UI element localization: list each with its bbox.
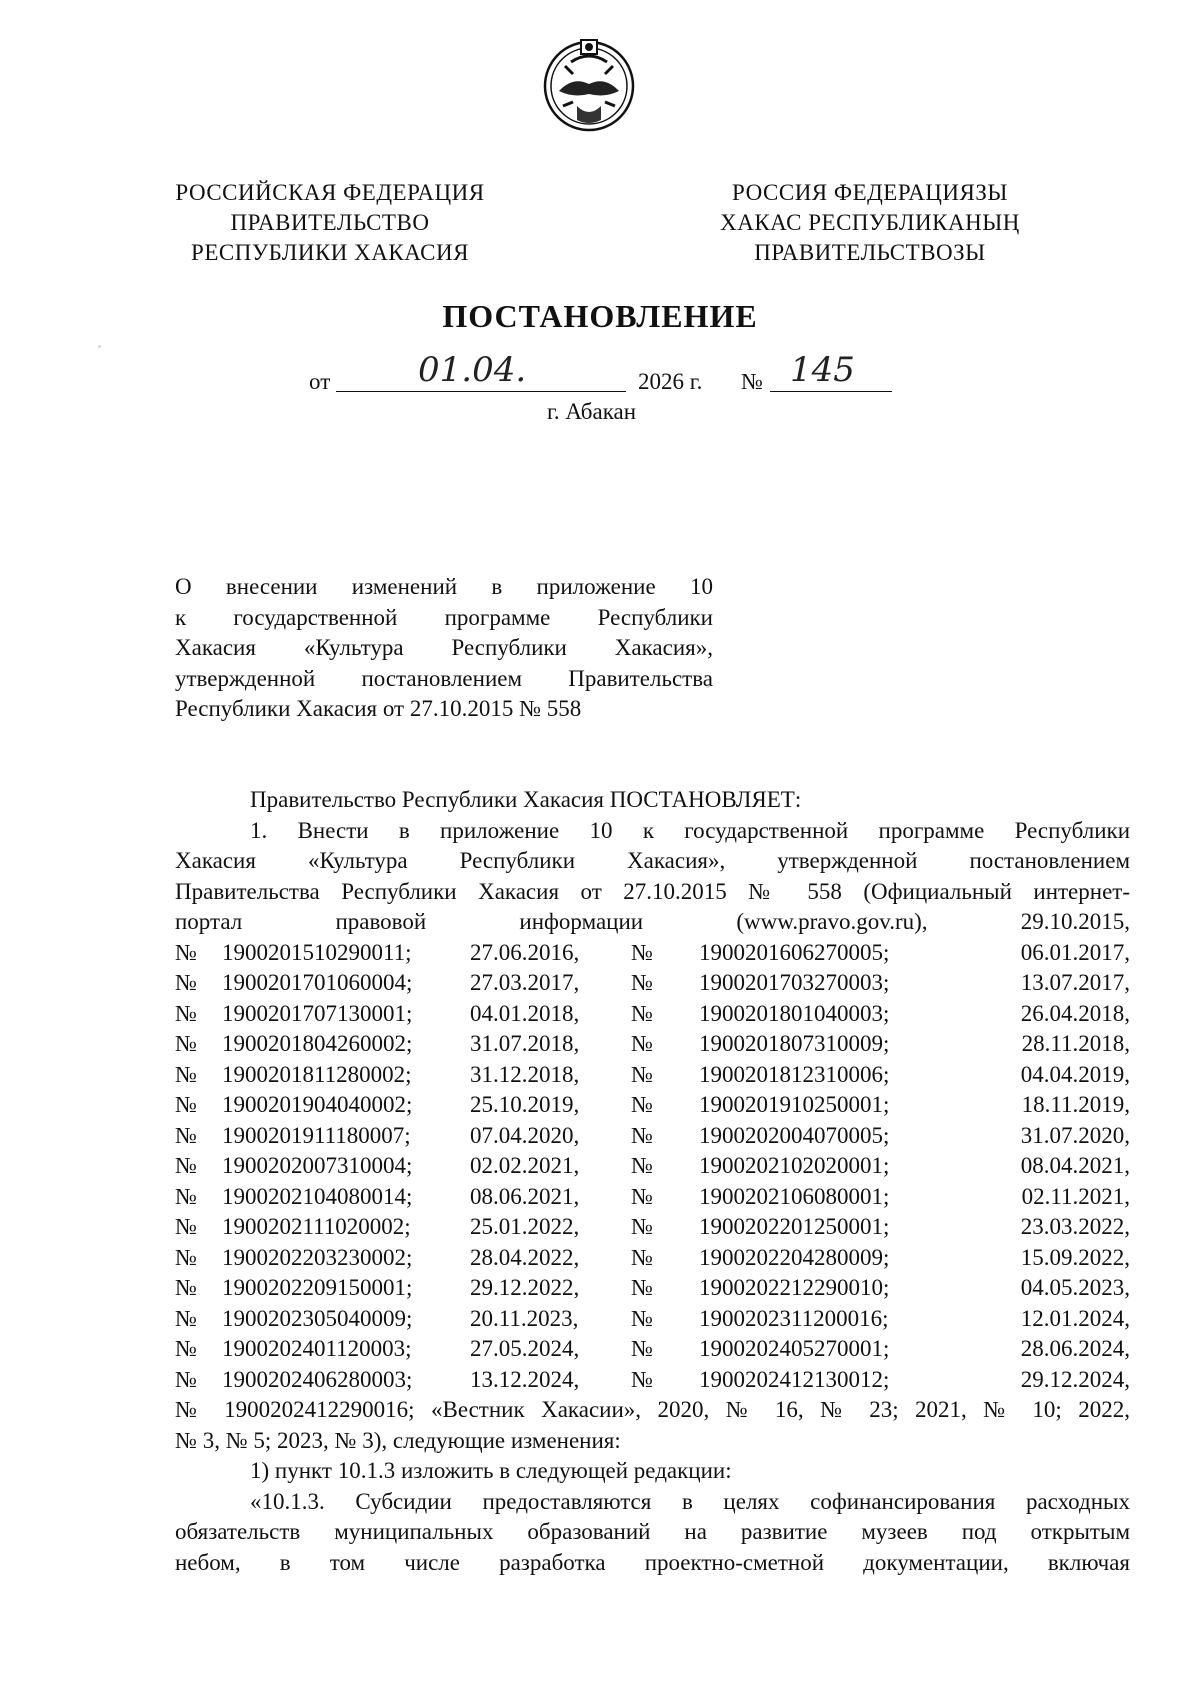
registry-row <box>175 1334 1130 1365</box>
registry-cell: 1900201804260002; <box>222 1031 413 1056</box>
subject-line: О внесении изменений в приложение 10 <box>175 574 713 599</box>
registry-cell: 1900202201250001; <box>699 1214 890 1239</box>
registry-cell: 1900202406280003; <box>222 1366 413 1392</box>
registry-cell: № <box>631 1336 653 1361</box>
registry-cell: № <box>631 1092 653 1117</box>
registry-cell: 1900202305040009; <box>222 1305 413 1331</box>
registry-cell: 06.01.2017, <box>1020 939 1130 965</box>
registry-cell: 1900201807310009; <box>699 1031 890 1056</box>
date-underline <box>336 391 626 392</box>
after-registry-line: № 1900202412290016; «Вестник Хакасии», 2020, № 16, № 23; 2021, № 10; 2022, <box>175 1397 1130 1422</box>
registry-row <box>175 1212 1130 1243</box>
registry-cell: № <box>175 1061 197 1087</box>
registry-cell: № <box>631 1214 653 1239</box>
registry-cell: 1900201811280002; <box>222 1061 412 1087</box>
portal-line <box>175 907 1130 938</box>
registry-cell: № <box>175 1183 197 1209</box>
registry-cell: 1900202111020002; <box>222 1214 411 1239</box>
registry-cell: № <box>175 1122 197 1148</box>
registry-cell: 1900202106080001; <box>699 1183 890 1209</box>
issuer-header-russian <box>140 178 520 268</box>
subject-line: Республики Хакасия от 27.10.2015 № 558 <box>175 696 582 721</box>
document-body <box>175 785 1130 1578</box>
item1-line: Хакасия «Культура Республики Хакасия», утвержденной постановлением <box>175 848 1130 873</box>
registry-cell: 1900202401120003; <box>222 1336 412 1361</box>
registry-cell: 1900201703270003; <box>699 970 890 995</box>
header-line: ПРАВИТЕЛЬСТВО <box>230 210 430 235</box>
registry-cell: 1900202102020001; <box>699 1153 890 1178</box>
registry-cell: 29.12.2022, <box>470 1275 580 1300</box>
portal-word: (www.pravo.gov.ru), <box>736 909 928 934</box>
registry-cell: 12.01.2024, <box>1020 1305 1130 1331</box>
registry-cell: № <box>631 1305 653 1331</box>
registry-cell: 31.12.2018, <box>470 1061 580 1087</box>
registry-cell: № <box>631 1061 653 1087</box>
registry-cell: 1900201911180007; <box>222 1122 411 1148</box>
registry-cell: № <box>631 1275 653 1300</box>
quote-line: небом, в том числе разработка проектно-сметной документации, включая <box>175 1549 1130 1575</box>
registry-cell: № <box>631 1366 653 1392</box>
registry-cell: 26.04.2018, <box>1020 1000 1130 1026</box>
registry-cell: № <box>631 1153 653 1178</box>
registry-cell: 23.03.2022, <box>1020 1214 1130 1239</box>
portal-word: правовой <box>335 909 427 934</box>
registry-row <box>175 1060 1130 1091</box>
registry-cell: 28.11.2018, <box>1021 1031 1130 1056</box>
registry-cell: 1900202412130012; <box>699 1366 890 1392</box>
registry-cell: 25.10.2019, <box>470 1092 580 1117</box>
header-line: РОССИЙСКАЯ ФЕДЕРАЦИЯ <box>175 180 485 205</box>
registry-cell: 02.11.2021, <box>1021 1183 1130 1209</box>
scan-speck <box>706 684 710 688</box>
registry-cell: № <box>631 1000 653 1026</box>
document-type-title: ПОСТАНОВЛЕНИЕ <box>442 298 758 334</box>
registry-cell: 1900202204280009; <box>699 1244 890 1270</box>
registry-cell: № <box>175 1214 197 1239</box>
header-line: ПРАВИТЕЛЬСТВОЗЫ <box>754 240 986 265</box>
subject-line: к государственной программе Республики <box>175 604 713 630</box>
portal-word: 29.10.2015, <box>1020 909 1130 934</box>
number-underline <box>770 391 892 392</box>
header-line: РОССИЯ ФЕДЕРАЦИЯЗЫ <box>732 180 1008 205</box>
registry-cell: 25.01.2022, <box>470 1214 580 1239</box>
registry-cell: 1900202203230002; <box>222 1244 413 1270</box>
registry-cell: № <box>631 970 653 995</box>
item1-line: Правительства Республики Хакасия от 27.10.2015 № 558 (Официальный интернет- <box>175 878 1130 904</box>
portal-word: информации <box>519 909 644 934</box>
registry-cell: 27.05.2024, <box>470 1336 580 1361</box>
registry-cell: № <box>175 1244 197 1270</box>
date-prefix: от <box>309 369 331 394</box>
registry-row <box>175 1121 1130 1152</box>
registry-row <box>175 938 1130 969</box>
subject-line: Хакасия «Культура Республики Хакасия», <box>175 635 713 660</box>
registry-cell: 1900202007310004; <box>222 1153 413 1178</box>
registry-cell: № <box>175 970 197 995</box>
registry-cell: 1900202212290010; <box>699 1275 890 1300</box>
header-line: ХАКАС РЕСПУБЛИКАНЫҢ <box>720 210 1020 235</box>
registry-cell: 1900201701060004; <box>222 970 413 995</box>
registry-cell: 08.04.2021, <box>1020 1153 1130 1178</box>
registry-cell: № <box>175 1275 197 1300</box>
preamble: Правительство Республики Хакасия ПОСТАНОВЛЯЕТ: <box>250 787 802 812</box>
registry-row <box>175 999 1130 1030</box>
registry-cell: 1900201904040002; <box>222 1092 413 1117</box>
registry-cell: 27.03.2017, <box>470 970 580 995</box>
handwritten-number: 145 <box>790 350 855 390</box>
registry-cell: 1900201707130001; <box>222 1000 413 1026</box>
place-of-issue: г. Абакан <box>547 399 637 424</box>
registry-cell: № <box>175 1000 197 1026</box>
registry-row <box>175 968 1130 999</box>
registry-cell: № <box>175 1153 197 1178</box>
registry-cell: 1900202209150001; <box>222 1275 413 1300</box>
registry-row <box>175 1090 1130 1121</box>
issuer-header-khakas <box>680 178 1060 268</box>
publication-registry-list <box>175 938 1130 1396</box>
registry-cell: 07.04.2020, <box>470 1122 580 1148</box>
portal-word: портал <box>175 909 243 934</box>
registry-cell: 28.06.2024, <box>1020 1336 1130 1361</box>
registry-cell: 29.12.2024, <box>1020 1366 1130 1392</box>
quote-line: «10.1.3. Субсидии предоставляются в целях софинансирования расходных <box>250 1488 1130 1514</box>
registry-cell: 20.11.2023, <box>470 1305 579 1331</box>
registry-cell: № <box>175 1366 197 1392</box>
registry-cell: № <box>631 939 653 965</box>
subitem-1: 1) пункт 10.1.3 изложить в следующей редакции: <box>250 1458 732 1483</box>
registry-row <box>175 1273 1130 1304</box>
registry-row <box>175 1151 1130 1182</box>
registry-cell: № <box>175 1336 197 1361</box>
subject-line: утвержденной постановлением Правительства <box>175 665 713 691</box>
registry-cell: 1900202104080014; <box>222 1183 413 1209</box>
coat-of-arms-icon <box>543 36 635 134</box>
registry-cell: № <box>631 1244 653 1270</box>
registry-cell: 1900202405270001; <box>699 1336 890 1361</box>
registry-cell: 13.12.2024, <box>470 1366 580 1392</box>
registry-row <box>175 1304 1130 1335</box>
registry-cell: 04.01.2018, <box>470 1000 580 1026</box>
registry-cell: № <box>631 1183 653 1209</box>
registry-cell: 1900201910250001; <box>699 1092 890 1117</box>
registry-cell: 13.07.2017, <box>1020 970 1130 995</box>
registry-row <box>175 1365 1130 1396</box>
handwritten-date: 01.04. <box>418 350 527 390</box>
registry-cell: 1900201606270005; <box>699 939 890 965</box>
quote-line: обязательств муниципальных образований на развитие музеев под открытым <box>175 1519 1130 1544</box>
registry-cell: 08.06.2021, <box>470 1183 580 1209</box>
registry-cell: 1900202004070005; <box>699 1122 890 1148</box>
registry-cell: 1900201510290011; <box>222 939 412 965</box>
registry-cell: 1900201801040003; <box>699 1000 890 1026</box>
registry-cell: № <box>175 1031 197 1056</box>
scan-speck <box>98 345 101 348</box>
registry-cell: 1900202311200016; <box>699 1305 889 1331</box>
registry-cell: 27.06.2016, <box>470 939 580 965</box>
registry-cell: 31.07.2020, <box>1020 1122 1130 1148</box>
registry-row <box>175 1182 1130 1213</box>
item1-line: 1. Внести в приложение 10 к государственной программе Республики <box>250 817 1130 843</box>
registry-row <box>175 1029 1130 1060</box>
registry-cell: 02.02.2021, <box>470 1153 580 1178</box>
date-year: 2026 г. <box>638 369 703 394</box>
registry-cell: 28.04.2022, <box>470 1244 580 1270</box>
registry-cell: № <box>175 939 197 965</box>
registry-cell: 15.09.2022, <box>1020 1244 1130 1270</box>
after-registry-line: № 3, № 5; 2023, № 3), следующие изменения: <box>175 1427 621 1453</box>
number-sign: № <box>741 369 763 394</box>
registry-cell: № <box>175 1305 197 1331</box>
document-subject <box>175 572 713 725</box>
header-line: РЕСПУБЛИКИ ХАКАСИЯ <box>191 240 469 265</box>
registry-cell: 04.04.2019, <box>1020 1061 1130 1087</box>
registry-cell: 1900201812310006; <box>699 1061 890 1087</box>
registry-cell: 31.07.2018, <box>470 1031 580 1056</box>
registry-cell: 18.11.2019, <box>1021 1092 1130 1117</box>
registry-cell: № <box>631 1031 653 1056</box>
registry-row <box>175 1243 1130 1274</box>
registry-cell: 04.05.2023, <box>1020 1275 1130 1300</box>
registry-cell: № <box>631 1122 653 1148</box>
registry-cell: № <box>175 1092 197 1117</box>
